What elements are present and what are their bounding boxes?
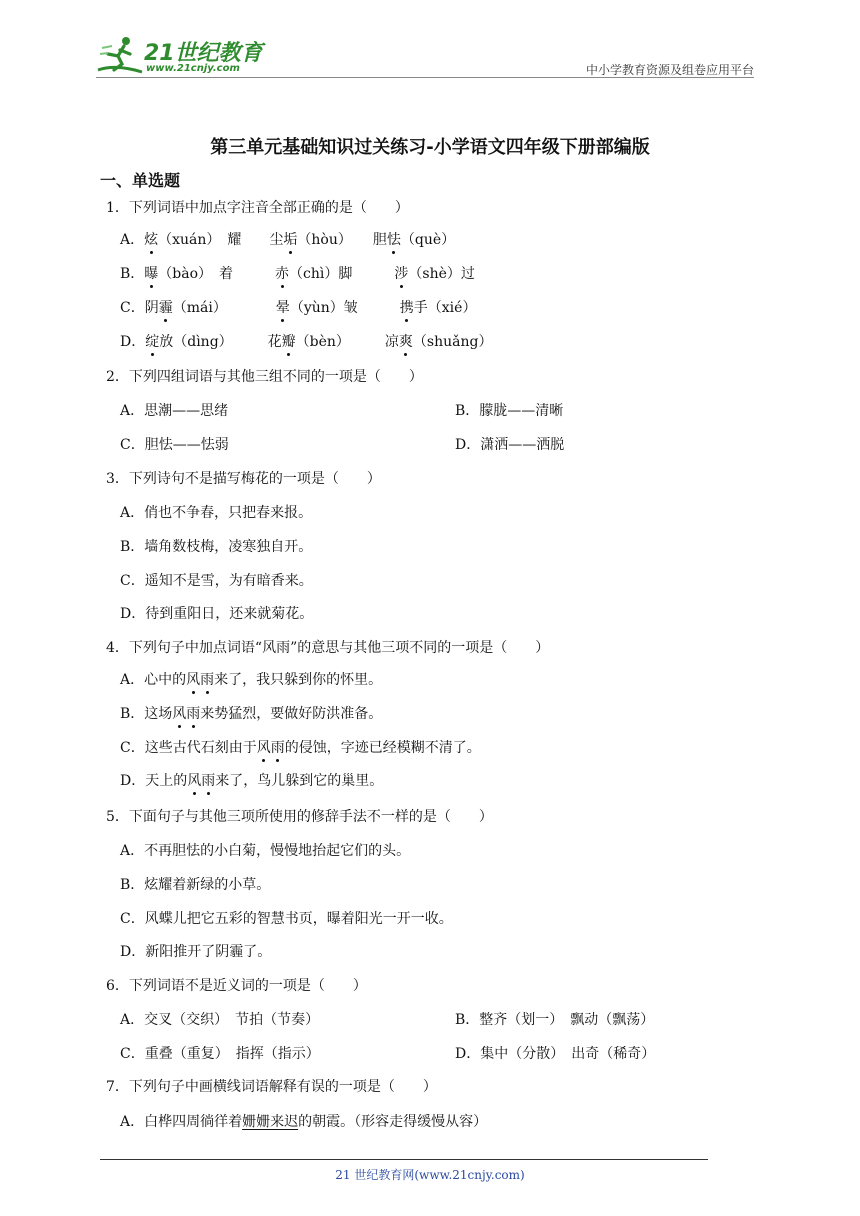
- question-3-option-b[interactable]: B．墙角数枝梅，凌寒独自开。: [120, 539, 313, 555]
- header-divider: [96, 77, 754, 78]
- question-4-option-d[interactable]: D．天上的风雨来了，鸟儿躲到它的巢里。: [120, 773, 384, 789]
- question-2-option-d[interactable]: D．潇洒——洒脱: [455, 437, 565, 453]
- question-5-option-c[interactable]: C．风蝶儿把它五彩的智慧书页，曝着阳光一开一收。: [120, 911, 453, 927]
- page-header: [0, 0, 860, 80]
- logo-url: www.21cnjy.com: [146, 63, 240, 74]
- question-3-option-d[interactable]: D．待到重阳日，还来就菊花。: [120, 606, 314, 622]
- question-5-option-b[interactable]: B．炫耀着新绿的小草。: [120, 877, 271, 893]
- platform-tagline: 中小学教育资源及组卷应用平台: [585, 63, 754, 77]
- question-2-stem: 2．下列四组词语与其他三组不同的一项是（ ）: [106, 369, 423, 385]
- question-3-option-a[interactable]: A．俏也不争春，只把春来报。: [120, 505, 313, 521]
- logo-title: 21世纪教育: [144, 41, 263, 66]
- question-1-option-d[interactable]: D．绽放（dìng） 花瓣（bèn） 凉爽（shuǎng）: [120, 334, 493, 350]
- question-7-stem: 7．下列句子中画横线词语解释有误的一项是（ ）: [106, 1079, 437, 1095]
- question-6-option-b[interactable]: B．整齐（划一） 飘动（飘荡）: [455, 1012, 655, 1028]
- question-1-option-c[interactable]: C．阴霾（mái） 晕（yùn）皱 携手（xié）: [120, 300, 477, 316]
- section-heading: 一、单选题: [100, 171, 181, 190]
- question-4-option-b[interactable]: B．这场风雨来势猛烈，要做好防洪准备。: [120, 706, 383, 722]
- question-7-option-a[interactable]: A．白桦四周徜徉着姗姗来迟的朝霞。（形容走得缓慢从容）: [120, 1114, 488, 1130]
- footer-link[interactable]: 21 世纪教育网(www.21cnjy.com): [335, 1168, 525, 1182]
- site-logo[interactable]: [96, 34, 286, 78]
- question-3-option-c[interactable]: C．遥知不是雪，为有暗香来。: [120, 573, 313, 589]
- question-6-stem: 6．下列词语不是近义词的一项是（ ）: [106, 978, 367, 994]
- question-2-option-c[interactable]: C．胆怯——怯弱: [120, 437, 229, 453]
- question-4-stem: 4．下列句子中加点词语“风雨”的意思与其他三项不同的一项是（ ）: [106, 640, 550, 656]
- question-6-option-d[interactable]: D．集中（分散） 出奇（稀奇）: [455, 1046, 656, 1062]
- question-5-option-a[interactable]: A．不再胆怯的小白菊，慢慢地抬起它们的头。: [120, 843, 411, 859]
- document-title: 第三单元基础知识过关练习-小学语文四年级下册部编版: [210, 137, 650, 158]
- question-1-option-a[interactable]: A．炫（xuán） 耀 尘垢（hòu） 胆怯（què）: [120, 232, 456, 248]
- question-2-option-a[interactable]: A．思潮——思绪: [120, 403, 229, 419]
- footer-divider: [100, 1159, 708, 1160]
- question-4-option-a[interactable]: A．心中的风雨来了，我只躲到你的怀里。: [120, 672, 383, 688]
- question-2-option-b[interactable]: B．朦胧——清晰: [455, 403, 564, 419]
- question-6-option-a[interactable]: A．交叉（交织） 节拍（节奏）: [120, 1012, 320, 1028]
- question-1-option-b[interactable]: B．曝（bào） 着 赤（chì）脚 涉（shè）过: [120, 266, 475, 282]
- question-5-stem: 5．下面句子与其他三项所使用的修辞手法不一样的是（ ）: [106, 809, 493, 825]
- runner-logo-icon: [96, 34, 146, 78]
- question-4-option-c[interactable]: C．这些古代石刻由于风雨的侵蚀，字迹已经模糊不清了。: [120, 740, 481, 756]
- question-5-option-d[interactable]: D．新阳推开了阴霾了。: [120, 944, 272, 960]
- question-6-option-c[interactable]: C．重叠（重复） 指挥（指示）: [120, 1046, 320, 1062]
- question-1-stem: 1．下列词语中加点字注音全部正确的是（ ）: [106, 200, 409, 216]
- question-3-stem: 3．下列诗句不是描写梅花的一项是（ ）: [106, 471, 381, 487]
